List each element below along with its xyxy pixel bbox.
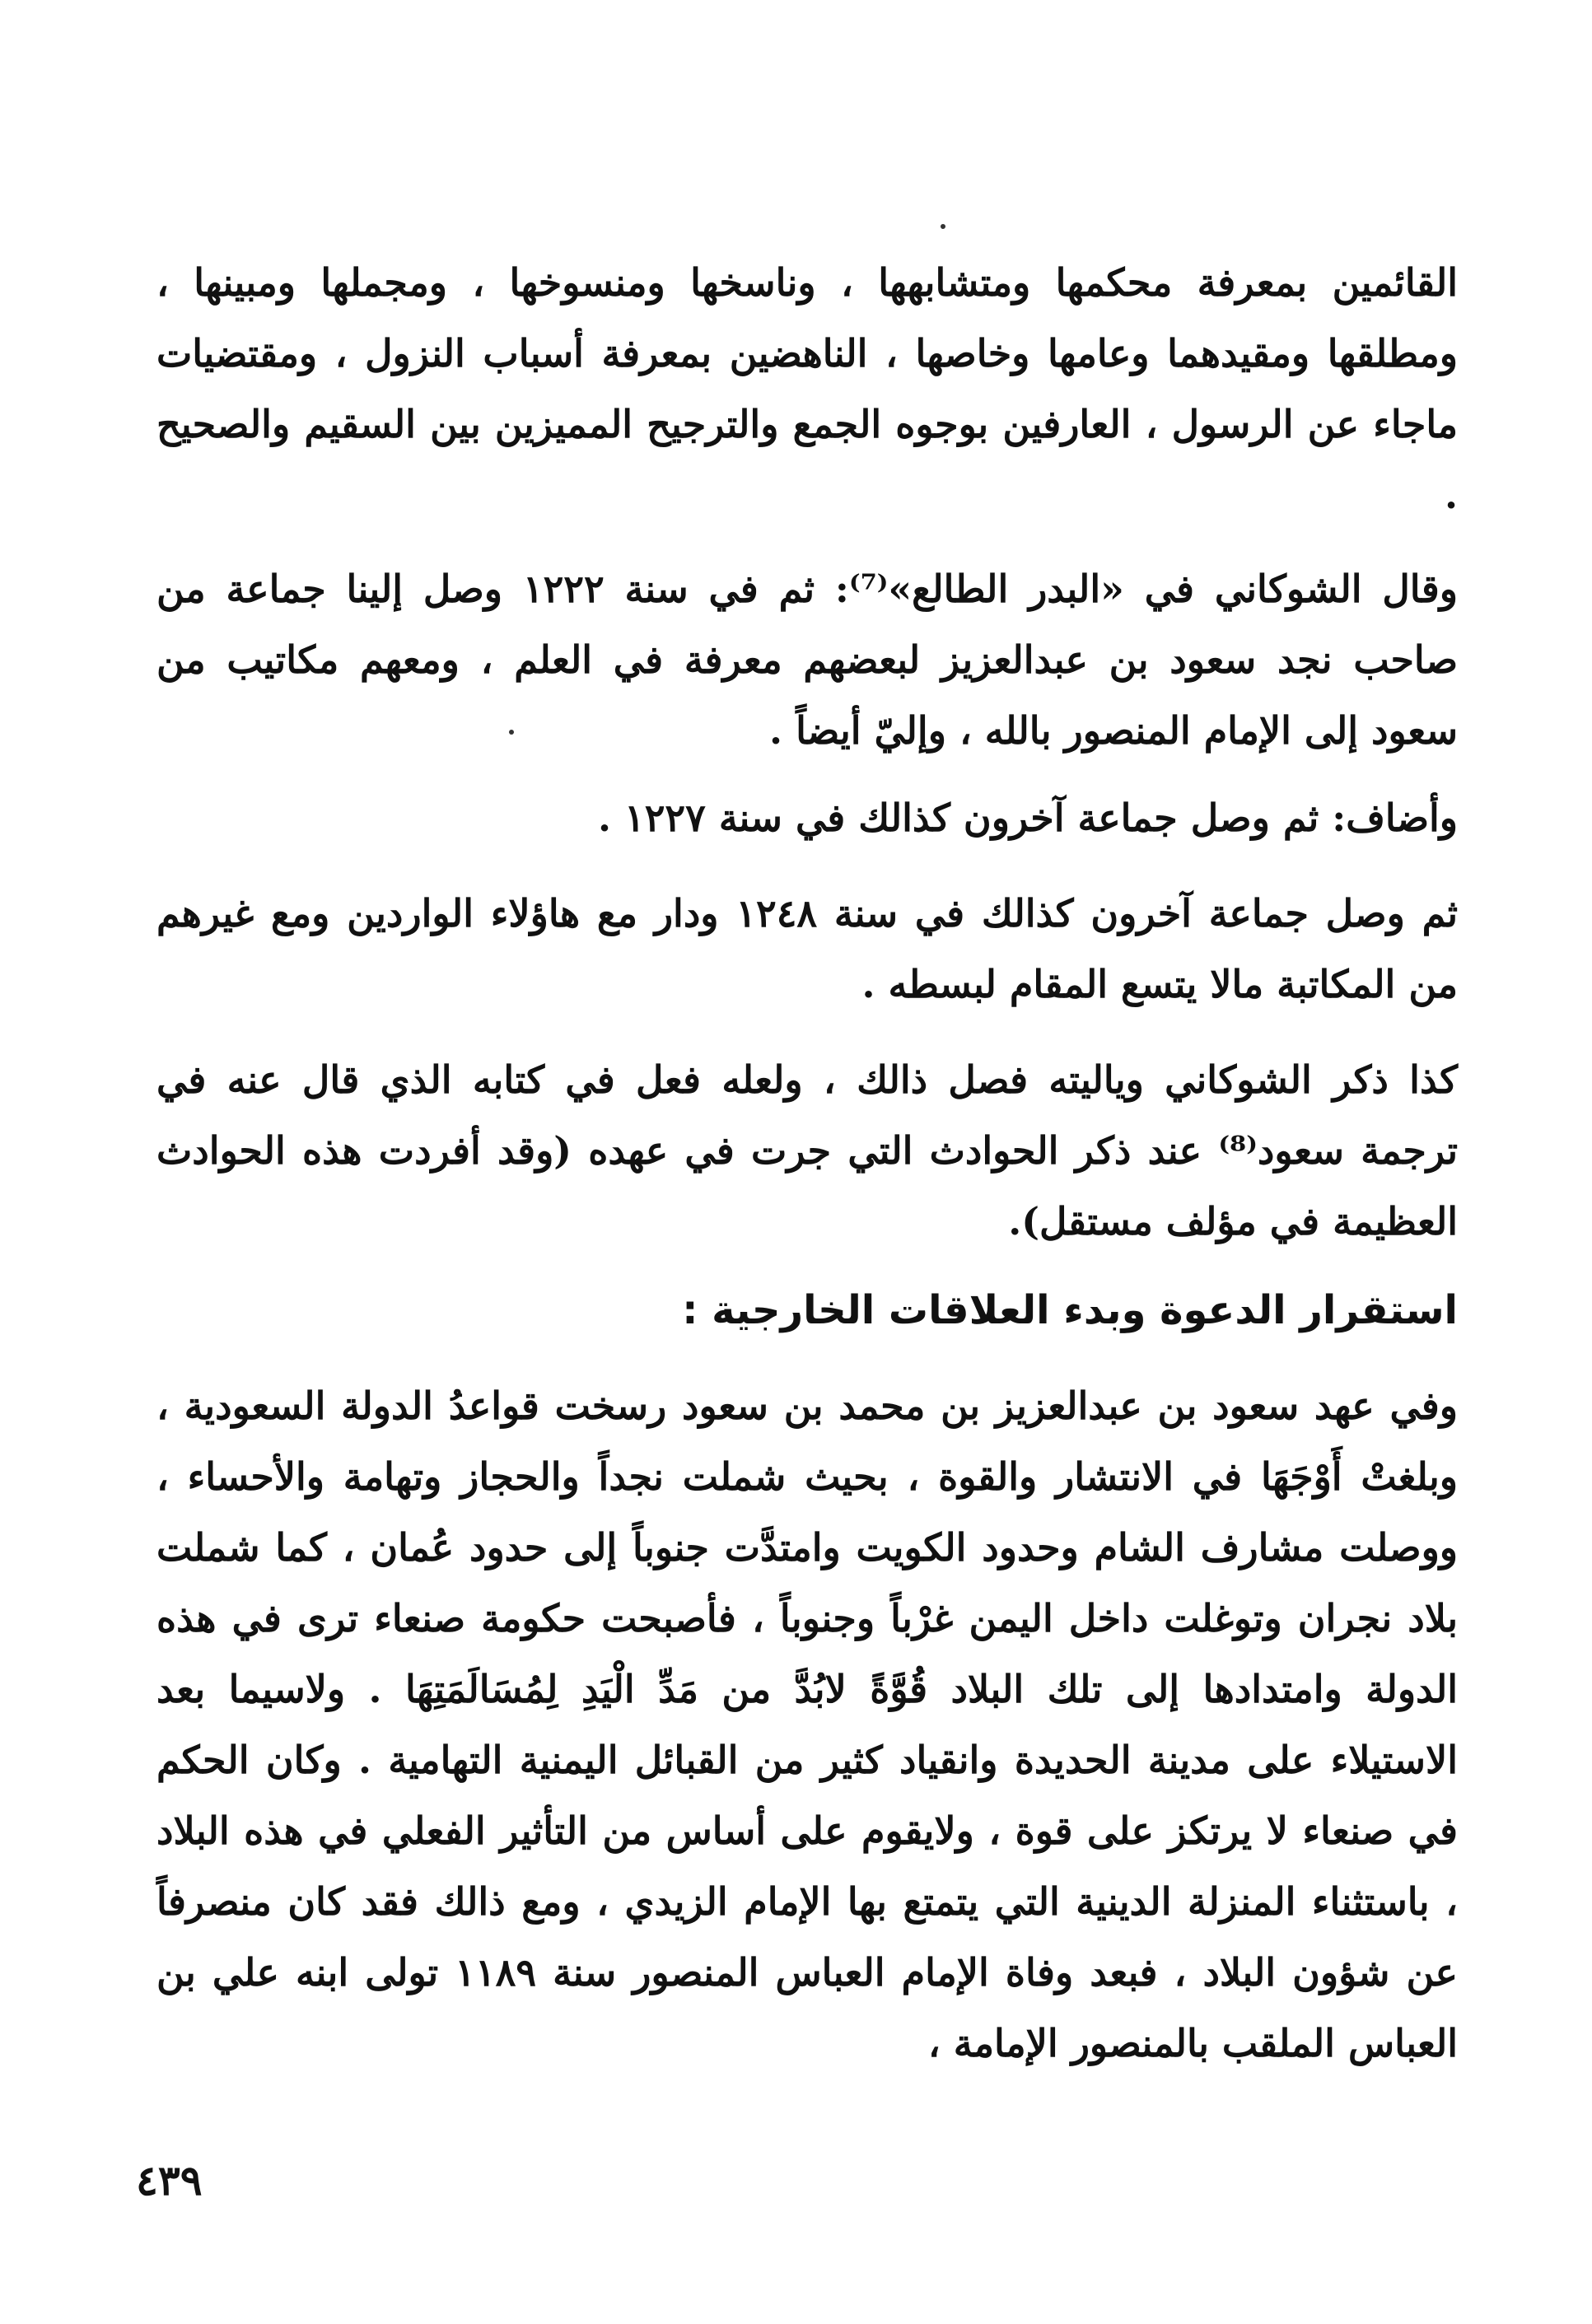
paragraph-6: [156, 1370, 1458, 2079]
paragraph-text: وفي عهد سعود بن عبدالعزيز بن محمد بن سعود رسخت قواعدُ الدولة السعودية ، وبلغتْ أَوْجَهَا في الانتشار والقوة ، بحيث شملت نجداً والحجاز وتهامة والأحساء ، ووصلت مشارف الشام وحدود الكويت وامتدَّت جنوباً إلى حدود عُمان ، كما شملت بلاد نجران وتوغلت داخل اليمن غرْباً وجنوباً ، فأصبحت حكومة صنعاء ترى في هذه الدولة وامتدادها إلى تلك البلاد قُوَّةً لابُدَّ من مَدِّ الْيَدِ لِمُسَالَمَتِهَا . ولاسيما بعد الاستيلاء على مدينة الحديدة وانقياد كثير من القبائل اليمنية التهامية . وكان الحكم في صنعاء لا يرتكز على قوة ، ولايقوم على أساس من التأثير الفعلي في هذه البلاد ، باستثناء المنزلة الدينية التي يتمتع بها الإمام الزيدي ، ومع ذالك فقد كان منصرفاً عن شؤون البلاد ، فبعد وفاة الإمام العباس المنصور سنة ١١٨٩ تولى ابنه علي بن العباس الملقب بالمنصور الإمامة ،: [156, 1384, 1458, 2065]
paragraph-2: [156, 553, 1458, 766]
paragraph-text: وقال الشوكاني في «البدر الطالع»⁽⁷⁾: ثم في سنة ١٢٢٢ وصل إلينا جماعة من صاحب نجد سعود بن عبدالعزيز لبعضهم معرفة في العلم ، ومعهم مكاتيب من سعود إلى الإمام المنصور بالله ، وإليّ أيضاً .: [156, 567, 1459, 753]
paragraph-text: ثم وصل جماعة آخرون كذالك في سنة ١٢٤٨ ودار مع هاؤلاء الواردين ومع غيرهم من المكاتبة مالا يتسع المقام لبسطه .: [156, 891, 1458, 1006]
speck-mark: [941, 224, 945, 229]
paragraph-5: [156, 1044, 1458, 1257]
paragraph-4: [156, 878, 1458, 1020]
section-heading: استقرار الدعوة وبدء العلاقات الخارجية :: [682, 1287, 1458, 1333]
page-number: ٤٣٩: [136, 2156, 203, 2205]
paragraph-text: وأضاف: ثم وصل جماعة آخرون كذالك في سنة ١٢٢٧ .: [597, 796, 1458, 840]
paragraph-text: كذا ذكر الشوكاني وياليته فصل ذالك ، ولعله فعل في كتابه الذي قال عنه في ترجمة سعود⁽⁸⁾ عند ذكر الحوادث التي جرت في عهده (وقد أفردت هذه الحوادث العظيمة في مؤلف مستقل).: [156, 1057, 1458, 1244]
paragraph-3: [156, 782, 1458, 853]
paragraph-text: القائمين بمعرفة محكمها ومتشابهها ، وناسخها ومنسوخها ، ومجملها ومبينها ، ومطلقها ومقيدهما وعامها وخاصها ، الناهضين بمعرفة أسباب النزول ، ومقتضيات ماجاء عن الرسول ، العارفين بوجوه الجمع والترجيح المميزين بين السقيم والصحيح .: [156, 260, 1458, 517]
paragraph-1: [156, 247, 1458, 530]
